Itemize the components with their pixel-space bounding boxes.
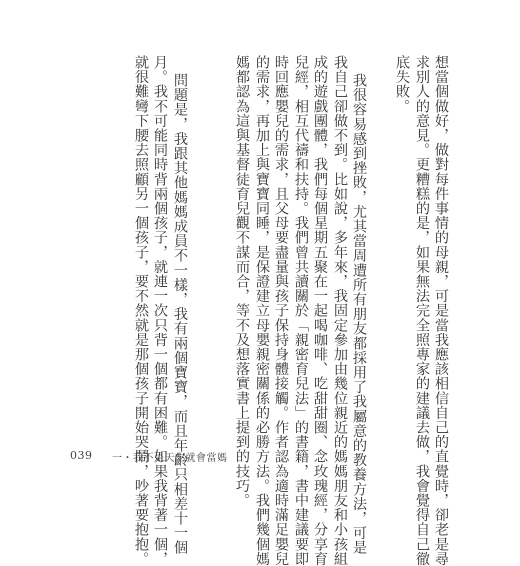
paragraph3-line3: 就很難彎下腰去照顧另一個孩子，要不然就是那個孩子開始哭鬧，吵著要抱抱。 xyxy=(133,55,149,566)
paragraph2-line4: 兒經，相互代禱和扶持。我們曾共讀關於「親密育兒法」的書籍，書中建議要即 xyxy=(293,55,309,566)
paragraph2-line7: 媽都認為這與基督徒育兒觀不謀而合，等不及想落實書上提到的技巧。 xyxy=(234,55,250,508)
running-footer-chapter-title: 一・我不是天生就會當媽 xyxy=(112,453,228,464)
paragraph3-line1: 問題是，我跟其他媽媽成員不一樣，我有兩個寶寶，而且年齡只相差十一個 xyxy=(172,73,188,555)
paragraph2-line2: 我自己卻做不到。比如說，多年來，我固定參加由幾位親近的媽媽朋友和小孩組 xyxy=(332,55,348,566)
paragraph2-line1: 我很容易感到挫敗，尤其當周遭所有朋友都採用了我屬意的教養方法，可是 xyxy=(351,73,367,555)
paragraph2-line6: 的需求，再加上與寶寶同睡，是保證建立母嬰親密關係的必勝方法。我們幾個媽 xyxy=(254,55,270,566)
paragraph1-line2: 求別人的意見。更糟糕的是，如果無法完全照專家的建議去做，我會覺得自己徹 xyxy=(414,55,430,566)
paragraph1-line1: 想當個做好，做對每件事情的母親，可是當我應該相信自己的直覺時，卻老是尋 xyxy=(433,55,449,566)
page-number: 039 xyxy=(70,449,93,462)
paragraph1-line3: 底失敗。 xyxy=(394,55,410,114)
paragraph2-line3: 成的遊戲團體，我們每個星期五聚在一起喝咖啡、吃甜甜圈、念玫瑰經，分享育 xyxy=(312,55,328,566)
paragraph2-line5: 時回應嬰兒的需求，且父母要盡量與孩子保持身體接觸。作者認為適時滿足嬰兒 xyxy=(273,55,289,566)
paragraph3-line2: 月。我不可能同時背兩個孩子，就連一次只背一個都有困難。如果我背著一個， xyxy=(152,55,168,566)
